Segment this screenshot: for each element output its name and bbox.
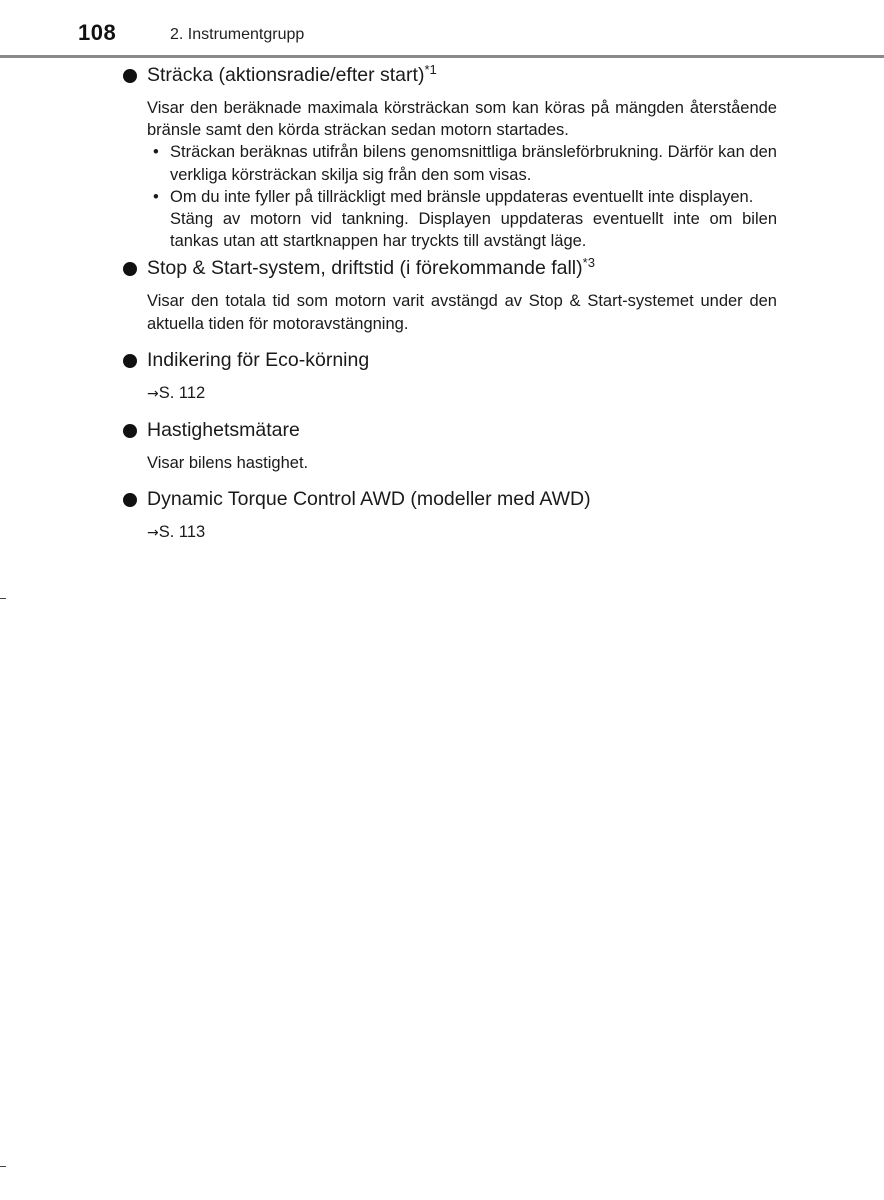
- bullet-dot-icon: [123, 424, 137, 438]
- section-body: [123, 290, 777, 334]
- note-list: [147, 141, 777, 252]
- arrow-right-icon: →: [147, 525, 159, 542]
- heading-text: Sträcka (aktionsradie/efter start): [147, 64, 425, 86]
- heading-text: Indikering för Eco-körning: [147, 348, 370, 371]
- list-item-text: Om du inte fyller på tillräckligt med bränsle uppdateras eventuellt inte displayen.: [170, 187, 754, 206]
- footnote-marker: *1: [424, 62, 437, 77]
- list-item: [147, 186, 777, 253]
- list-bullet: •: [153, 143, 159, 162]
- margin-tick: [0, 598, 6, 599]
- page-number: 108: [78, 20, 117, 45]
- section-heading: [123, 417, 777, 443]
- page-reference-text: S. 113: [158, 523, 206, 542]
- section-heading: [123, 486, 777, 512]
- arrow-right-icon: →: [147, 385, 159, 402]
- section-range: [123, 62, 777, 252]
- section-heading: [123, 347, 777, 373]
- heading-text: Stop & Start-system, driftstid (i förekommande fall): [147, 257, 583, 280]
- bullet-dot-icon: [123, 69, 137, 83]
- footnote-marker: *3: [582, 255, 595, 271]
- page-header: [0, 0, 884, 58]
- section-torque-control: [123, 486, 777, 544]
- list-item-text-continued: Stäng av motorn vid tankning. Displayen uppdateras eventuellt inte om bilen tankas utan att startknappen har tryckts till avstängt läge.: [170, 210, 777, 251]
- paragraph: Visar den beräknade maximala körsträckan som kan köras på mängden återstående bränsle samt den körda sträckan sedan motorn startades.: [147, 99, 777, 140]
- margin-tick: [0, 1166, 6, 1167]
- section-body: [123, 521, 777, 544]
- page-reference: [147, 523, 205, 541]
- list-bullet: •: [153, 187, 159, 206]
- section-heading: [123, 255, 777, 281]
- section-eco-indicator: [123, 347, 777, 405]
- paragraph: Visar den totala tid som motorn varit avstängd av Stop & Start-systemet under den aktuella tiden för motoravstängning.: [147, 292, 777, 333]
- page-reference-text: S. 112: [158, 383, 206, 402]
- bullet-dot-icon: [123, 262, 137, 276]
- chapter-title: 2. Instrumentgrupp: [170, 26, 305, 43]
- bullet-dot-icon: [123, 493, 137, 507]
- header-divider: [0, 55, 884, 58]
- section-heading: [123, 62, 777, 88]
- list-item-text: Sträckan beräknas utifrån bilens genomsnittliga bränsleförbrukning. Därför kan den verkliga körsträckan skilja sig från den som visas.: [170, 143, 777, 184]
- page-reference: [147, 384, 205, 402]
- section-body: [123, 452, 777, 474]
- bullet-dot-icon: [123, 354, 137, 368]
- page-content: [123, 62, 777, 544]
- section-body: [123, 97, 777, 252]
- heading-text: Dynamic Torque Control AWD (modeller med AWD): [147, 488, 591, 511]
- paragraph: Visar bilens hastighet.: [147, 453, 309, 472]
- heading-text: Hastighetsmätare: [147, 418, 300, 441]
- section-body: [123, 382, 777, 405]
- section-speedometer: [123, 417, 777, 474]
- list-item: [147, 141, 777, 185]
- section-stop-start: [123, 255, 777, 334]
